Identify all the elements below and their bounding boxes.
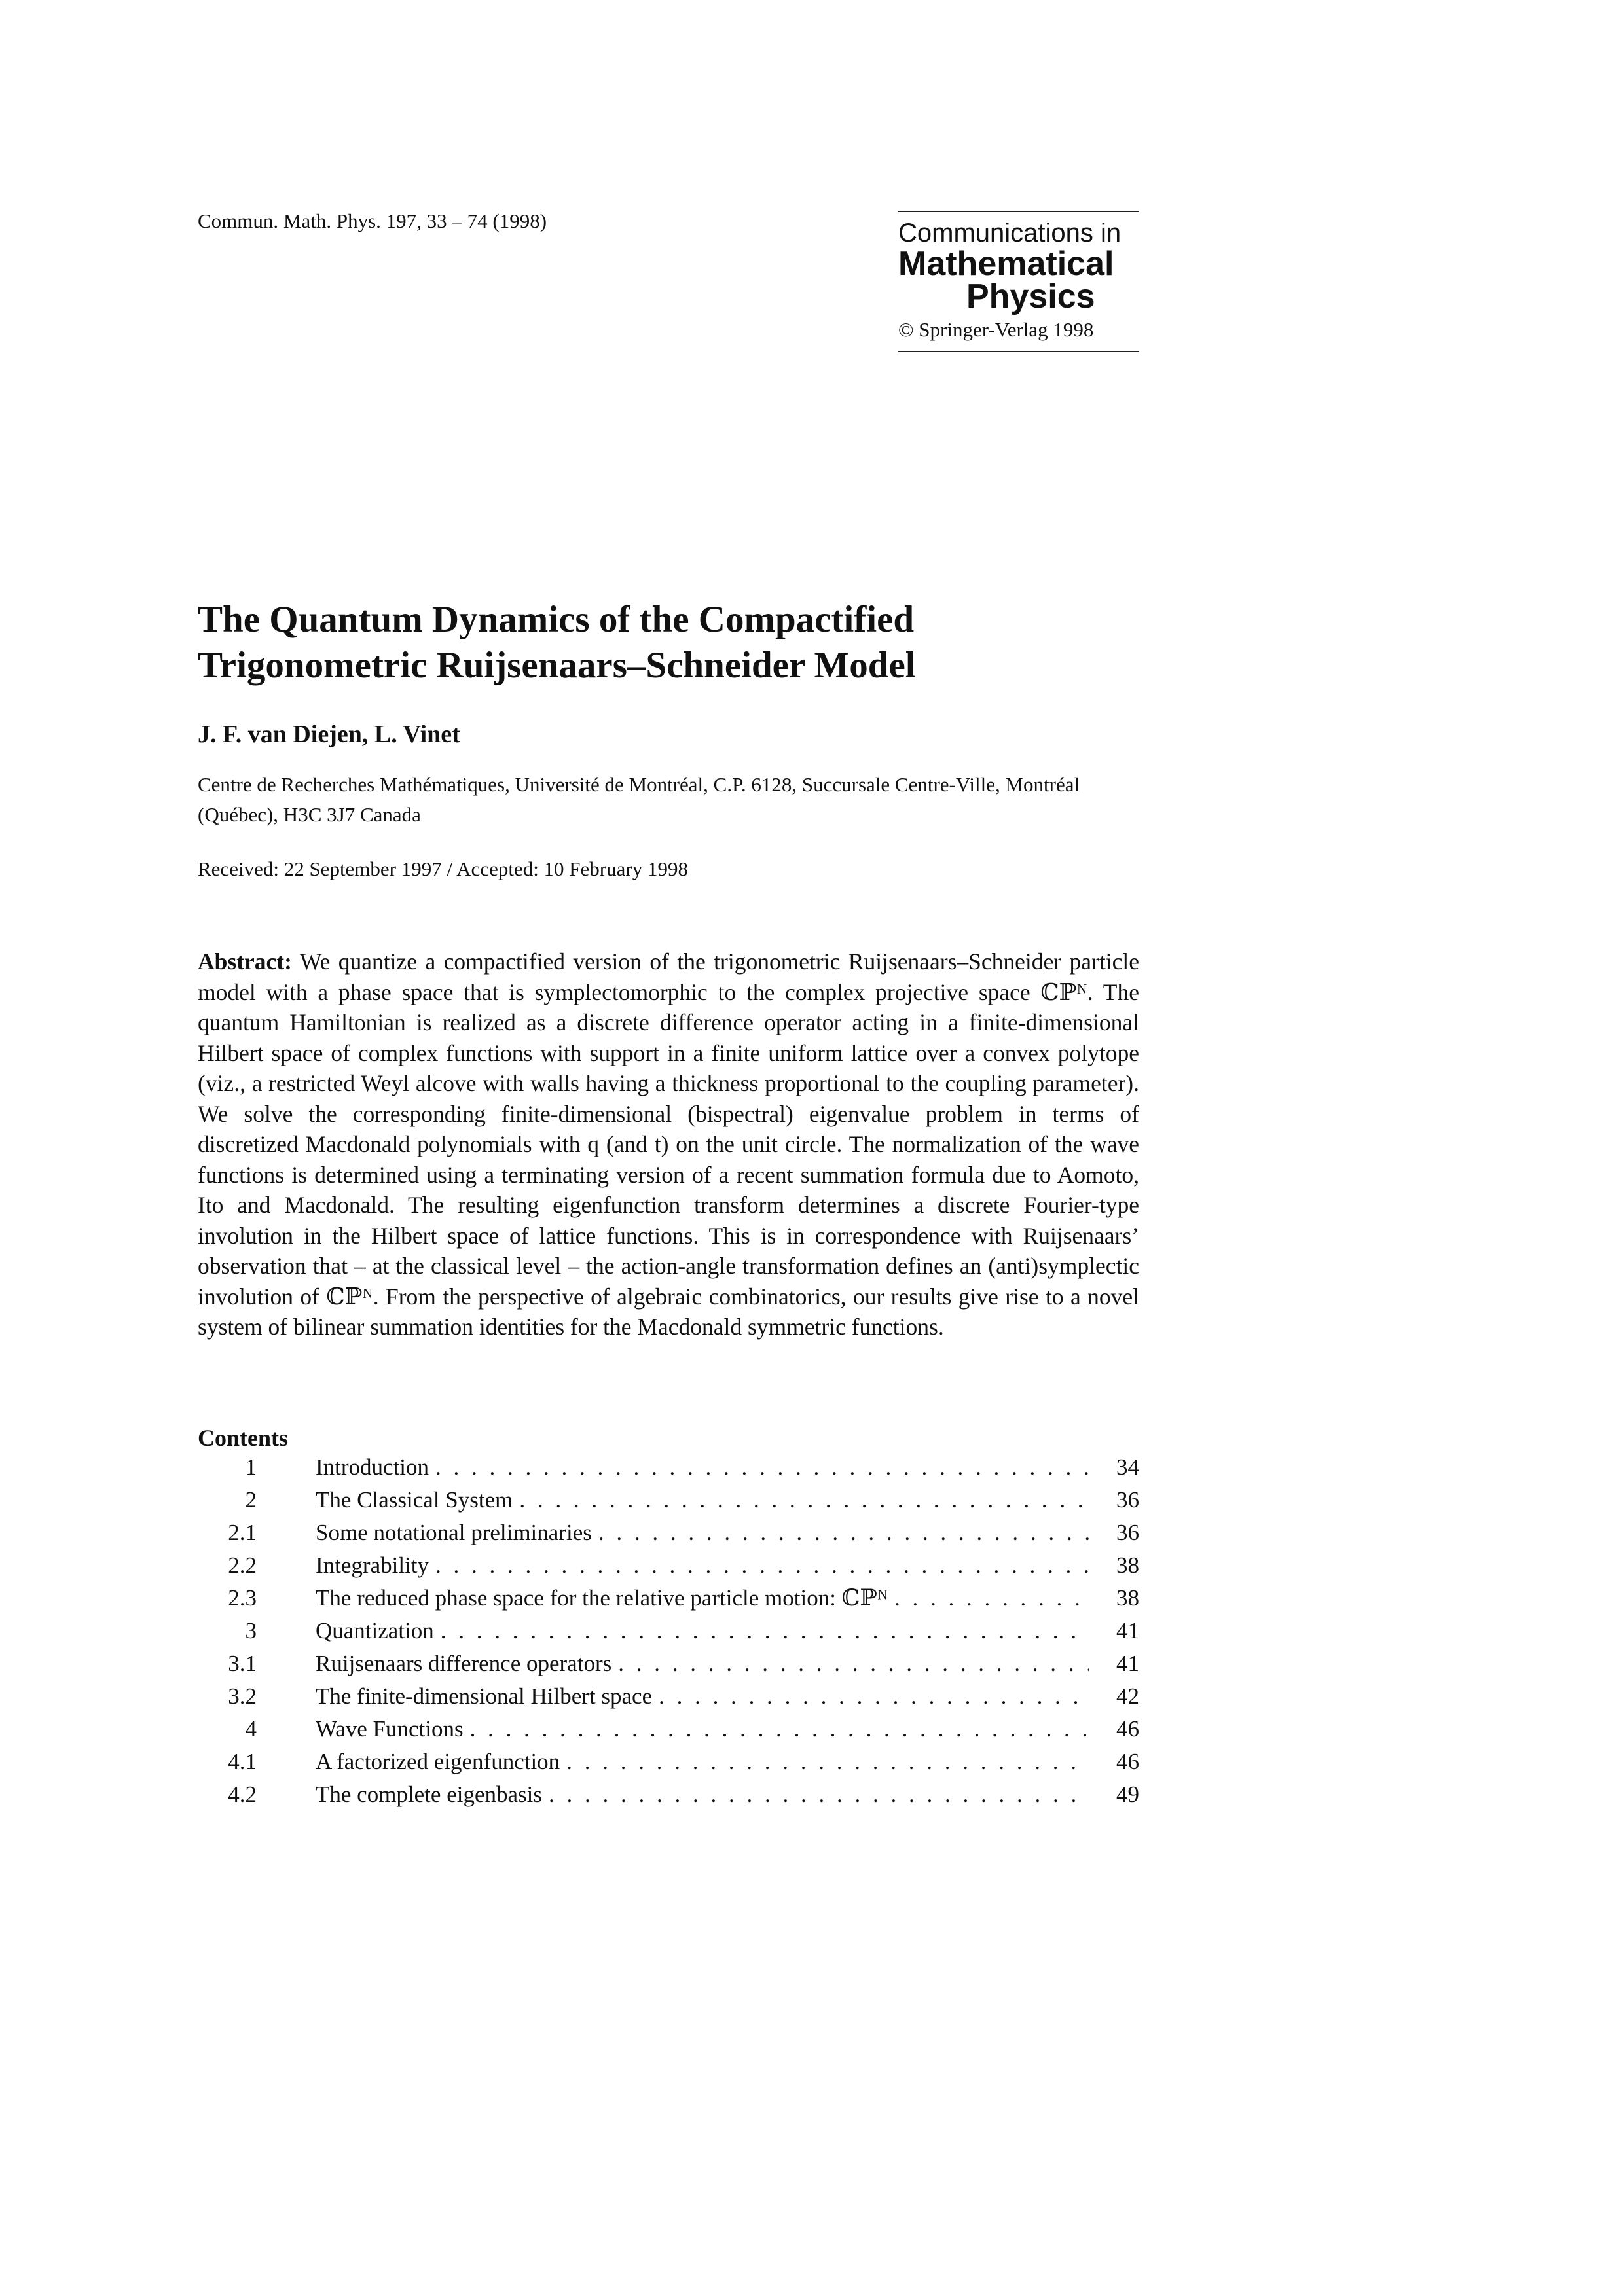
toc-number: 2 (245, 1487, 257, 1513)
toc-row (198, 1782, 1139, 1814)
toc-page: 46 (1116, 1716, 1139, 1742)
toc-title: The finite-dimensional Hilbert space (316, 1683, 653, 1709)
toc-page: 36 (1116, 1487, 1139, 1513)
toc-number: 3 (245, 1618, 257, 1643)
affiliation: Centre de Recherches Mathématiques, Université de Montréal, C.P. 6128, Succursale Centre-Ville, Montréal (Québec), H3C 3J7 Canada (198, 773, 1080, 826)
toc-title: The complete eigenbasis (316, 1782, 542, 1807)
toc-row (198, 1585, 1139, 1618)
toc-number: 2.2 (228, 1552, 257, 1578)
toc-page: 42 (1116, 1683, 1139, 1709)
toc-number: 3.2 (228, 1683, 257, 1709)
toc-leader (435, 1454, 1089, 1480)
toc-number: 2.1 (228, 1520, 257, 1545)
toc-row (198, 1487, 1139, 1520)
toc-leader (519, 1487, 1089, 1513)
toc-leader (618, 1651, 1089, 1677)
journal-name-line1: Communications in (898, 219, 1122, 247)
contents-heading: Contents (198, 1425, 289, 1451)
toc-page: 36 (1116, 1520, 1139, 1545)
toc-leader (894, 1585, 1089, 1611)
toc-leader (659, 1683, 1089, 1710)
toc-number: 1 (245, 1454, 257, 1480)
toc-leader (435, 1552, 1089, 1579)
journal-citation: Commun. Math. Phys. 197, 33 – 74 (1998) (198, 209, 547, 232)
toc-leader (441, 1618, 1089, 1644)
toc-leader (566, 1749, 1089, 1775)
top-rule (898, 211, 1139, 212)
toc-page: 41 (1116, 1651, 1139, 1676)
journal-name-line2: Mathematical (898, 245, 1114, 283)
abstract-text: We quantize a compactified version of the trigonometric Ruijsenaars–Schneider particle model with a phase space that is symplectomorphic to the complex projective space ℂℙᴺ. The quantum Hamiltonian is realized as a discrete difference operator acting in a finite-dimensional Hilbert space of complex functions with support in a finite uniform lattice over a convex polytope (viz., a restricted Weyl alcove with walls having a thickness proportional to the coupling parameter). We solve the corresponding finite-dimensional (bispectral) eigenvalue problem in terms of discretized Macdonald polynomials with q (and t) on the unit circle. The normalization of the wave functions is determined using a terminating version of a recent summation formula due to Aomoto, Ito and Macdonald. The resulting eigenfunction transform determines a discrete Fourier-type involution in the Hilbert space of lattice functions. This is in correspondence with Ruijsenaars’ observation that – at the classical level – the action-angle transformation defines an (anti)symplectic involution of ℂℙᴺ. From the perspective of algebraic combinatorics, our results give rise to a novel system of bilinear summation identities for the Macdonald symmetric functions. (198, 948, 1139, 1340)
authors: J. F. van Diejen, L. Vinet (198, 721, 460, 748)
toc-row (198, 1520, 1139, 1552)
toc-number: 3.1 (228, 1651, 257, 1676)
toc-leader (598, 1520, 1089, 1546)
toc-title: Wave Functions (316, 1716, 464, 1742)
toc-title: Some notational preliminaries (316, 1520, 592, 1545)
toc-title: Integrability (316, 1552, 429, 1578)
journal-logo-block (898, 211, 1139, 352)
toc-page: 34 (1116, 1454, 1139, 1480)
toc-row (198, 1716, 1139, 1749)
journal-name-line3: Physics (966, 278, 1095, 315)
toc-row (198, 1749, 1139, 1782)
title-line2: Trigonometric Ruijsenaars–Schneider Model (198, 645, 916, 686)
toc-page: 46 (1116, 1749, 1139, 1774)
toc-leader (549, 1782, 1089, 1808)
copyright: © Springer-Verlag 1998 (898, 318, 1094, 341)
toc-number: 4.2 (228, 1782, 257, 1807)
toc-page: 49 (1116, 1782, 1139, 1807)
abstract-label: Abstract: (198, 948, 292, 975)
title-line1: The Quantum Dynamics of the Compactified (198, 599, 915, 640)
toc-number: 4.1 (228, 1749, 257, 1774)
toc-number: 4 (245, 1716, 257, 1742)
toc-title: Introduction (316, 1454, 429, 1480)
abstract (198, 946, 1139, 1342)
toc-page: 38 (1116, 1585, 1139, 1611)
toc-title: A factorized eigenfunction (316, 1749, 560, 1774)
paper-title (198, 597, 1180, 689)
toc-title: Ruijsenaars difference operators (316, 1651, 612, 1676)
toc-row (198, 1683, 1139, 1716)
received-date: Received: 22 September 1997 / Accepted: 10 February 1998 (198, 857, 688, 880)
toc-row (198, 1651, 1139, 1683)
toc-title: The reduced phase space for the relative particle motion: ℂℙᴺ (316, 1585, 888, 1611)
toc-row (198, 1618, 1139, 1651)
table-of-contents (198, 1454, 1139, 1814)
toc-row (198, 1454, 1139, 1487)
toc-title: The Classical System (316, 1487, 513, 1513)
bottom-rule (898, 351, 1139, 352)
toc-leader (470, 1716, 1089, 1742)
toc-number: 2.3 (228, 1585, 257, 1611)
toc-page: 41 (1116, 1618, 1139, 1643)
toc-title: Quantization (316, 1618, 434, 1643)
toc-page: 38 (1116, 1552, 1139, 1578)
toc-row (198, 1552, 1139, 1585)
